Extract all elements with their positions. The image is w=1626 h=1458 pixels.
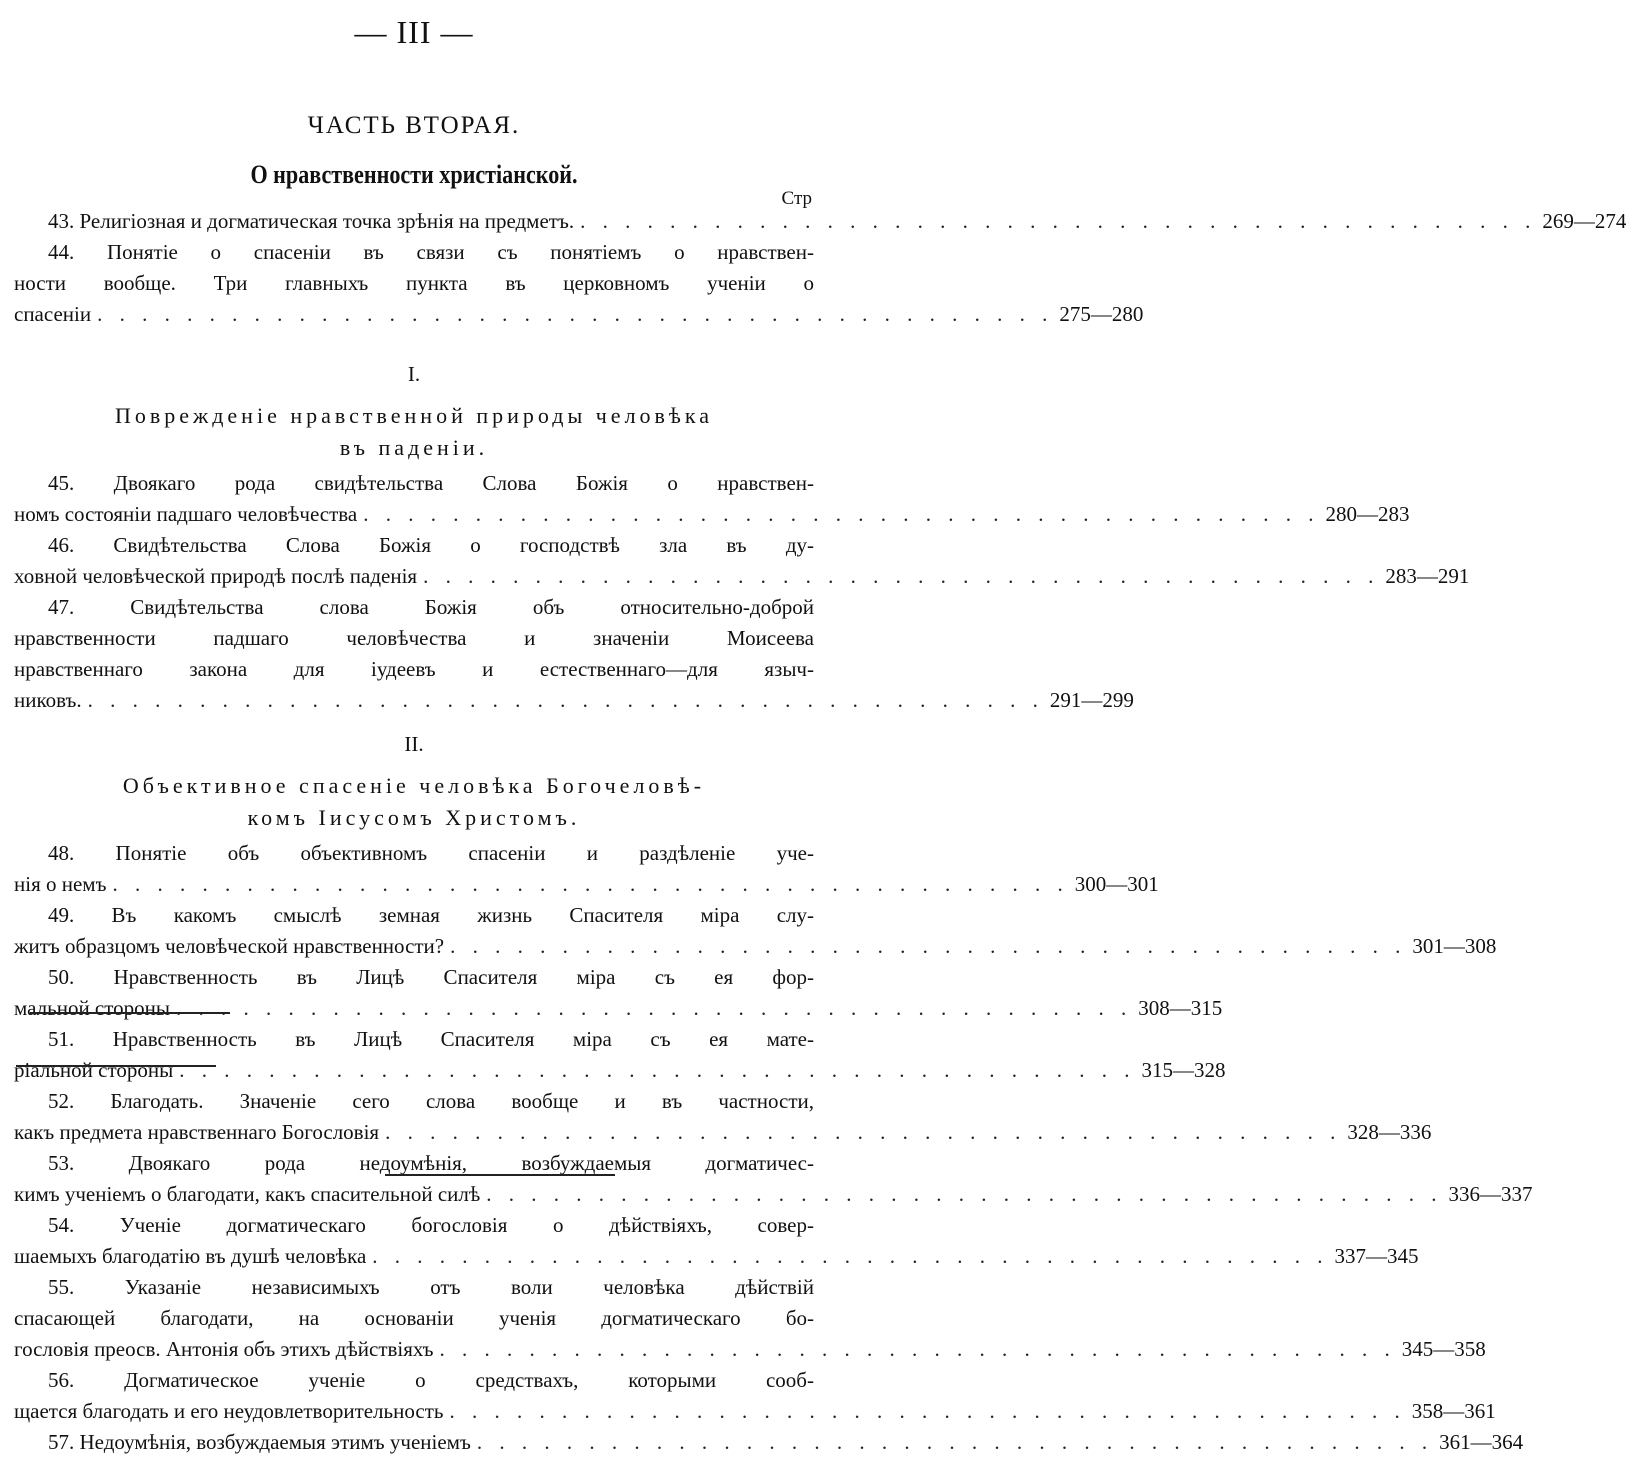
pages-column-label: Стр (781, 188, 812, 209)
toc-entry-pages: 337—345 (1334, 1244, 1419, 1268)
toc-entry-line (14, 468, 814, 499)
toc-entry-line (14, 1210, 814, 1241)
toc-entry (14, 206, 1626, 237)
toc-entry-text: нравственности падшаго человѣчества и значеніи Моисеева (14, 626, 814, 650)
toc-entry-line (14, 623, 814, 654)
toc-entry-pages: 345—358 (1401, 1337, 1486, 1361)
toc-entry-text: житъ образцомъ человѣческой нравственности? (14, 934, 445, 958)
toc-entry-pages: 308—315 (1138, 996, 1223, 1020)
leader-dots: . . . . . . . . . . . . . . . . . . . . . . . . . . . . . . . . . . . . . . . . . . . (449, 1399, 1406, 1423)
toc-entry-line (14, 1055, 1226, 1086)
leader-dots: . . . . . . . . . . . . . . . . . . . . . . . . . . . . . . . . . . . . . . . . . . . (385, 1120, 1342, 1144)
toc-entry (14, 1272, 1486, 1365)
leader-dots: . . . . . . . . . . . . . . . . . . . . . . . . . . . . . . . . . . . . . . . . . . . (580, 209, 1537, 233)
toc-entry-text: 46. Свидѣтельства Слова Божія о господствѣ зла въ ду- (48, 533, 814, 557)
toc-entry-text: 53. Двоякаго рода недоумѣнія, возбуждаемыя догматичес- (48, 1151, 814, 1175)
toc-entry (14, 237, 1144, 330)
toc-entry-line (14, 530, 814, 561)
section-2-title (0, 770, 828, 834)
toc-entry (14, 1210, 1419, 1272)
toc-entry-pages: 315—328 (1141, 1058, 1226, 1082)
toc-entry-line (14, 1241, 1419, 1272)
toc-entry-text: 54. Ученіе догматическаго богословія о дѣйствіяхъ, совер- (48, 1213, 814, 1237)
toc-entry-pages: 269—274 (1542, 209, 1626, 233)
toc-entry-line (14, 962, 814, 993)
leader-dots: . . . . . . . . . . . . . . . . . . . . . . . . . . . . . . . . . . . . . . . . . . . (450, 934, 1407, 958)
toc-entry-text: 50. Нравственность въ Лицѣ Спасителя міра съ ея фор- (48, 965, 814, 989)
toc-entry-text: 47. Свидѣтельства слова Божія объ относительно-доброй (48, 595, 814, 619)
toc-entry-line (14, 1427, 1524, 1458)
leader-dots: . . . . . . . . . . . . . . . . . . . . . . . . . . . . . . . . . . . . . . . . . . . (176, 996, 1133, 1020)
toc-entry (14, 592, 1134, 716)
toc-entry-line (14, 654, 814, 685)
toc-entry-text: 48. Понятіе объ объективномъ спасеніи и раздѣленіе уче- (48, 841, 814, 865)
leader-dots: . . . . . . . . . . . . . . . . . . . . . . . . . . . . . . . . . . . . . . . . . . . (97, 302, 1054, 326)
page-header: — III — (354, 14, 474, 50)
leader-dots: . . . . . . . . . . . . . . . . . . . . . . . . . . . . . . . . . . . . . . . . . . . (439, 1337, 1396, 1361)
toc-entry-text: 55. Указаніе независимыхъ отъ воли человѣка дѣйствій (48, 1275, 814, 1299)
toc-entry-pages: 300—301 (1074, 872, 1159, 896)
toc-entry-line (14, 1303, 814, 1334)
toc-entry-line (14, 1272, 814, 1303)
toc-entry (14, 962, 1223, 1024)
toc-entry-pages: 280—283 (1325, 502, 1410, 526)
toc-entry-text: 45. Двоякаго рода свидѣтельства Слова Божія о нравствен- (48, 471, 814, 495)
toc-entry-line (14, 1086, 814, 1117)
toc-entry-line (14, 1334, 1486, 1365)
toc-entry-line (14, 838, 814, 869)
toc-entry (14, 838, 1159, 900)
toc-entry-line (14, 931, 1497, 962)
toc-entry-line (14, 1117, 1432, 1148)
pen-underline (30, 1012, 230, 1014)
toc-entry-line (14, 499, 1410, 530)
section-1-number: I. (407, 362, 421, 386)
toc-entry-text: спасающей благодати, на основаніи ученія догматическаго бо- (14, 1306, 814, 1330)
leader-dots: . . . . . . . . . . . . . . . . . . . . . . . . . . . . . . . . . . . . . . . . . . . (423, 564, 1380, 588)
toc-entry-line (14, 299, 1144, 330)
toc-entry-line (14, 1396, 1496, 1427)
toc-entry-text: ности вообще. Три главныхъ пункта въ церковномъ ученіи о (14, 271, 814, 295)
toc-entry-line (14, 993, 1223, 1024)
toc-entry (14, 1024, 1226, 1086)
toc-entry-line (14, 206, 1626, 237)
toc-entry-text: 43. Религіозная и догматическая точка зрѣнія на предметъ. (48, 209, 575, 233)
toc-entry (14, 1148, 1533, 1210)
toc-entry-text: кимъ ученіемъ о благодати, какъ спасительной силѣ (14, 1182, 481, 1206)
toc-entry-line (14, 1024, 814, 1055)
toc-entry (14, 1086, 1432, 1148)
section-1-title-line: въ паденіи. (339, 435, 489, 460)
toc-entry-text: 56. Догматическое ученіе о средствахъ, которыми сооб- (48, 1368, 814, 1392)
toc-entry (14, 900, 1497, 962)
toc-entry-text: щается благодать и его неудовлетворительность (14, 1399, 444, 1423)
toc-entry-text: 52. Благодать. Значеніе сего слова вообще и въ частности, (48, 1089, 814, 1113)
leader-dots: . . . . . . . . . . . . . . . . . . . . . . . . . . . . . . . . . . . . . . . . . . . (476, 1430, 1434, 1454)
pen-underline (385, 1174, 615, 1176)
subtitle: О нравственности христіанской. (250, 160, 578, 189)
toc-entry-line (14, 869, 1159, 900)
toc-entry-pages: 328—336 (1347, 1120, 1432, 1144)
toc-entry-line (14, 685, 1134, 716)
toc-entry-text: какъ предмета нравственнаго Богословія (14, 1120, 380, 1144)
pen-underline (16, 1065, 216, 1067)
toc-entry-text: нравственнаго закона для іудеевъ и естественнаго—для языч- (14, 657, 814, 681)
toc-entry-text: 49. Въ какомъ смыслѣ земная жизнь Спасителя міра слу- (48, 903, 814, 927)
leader-dots: . . . . . . . . . . . . . . . . . . . . . . . . . . . . . . . . . . . . . . . . . . . (179, 1058, 1136, 1082)
toc-entry-text: шаемыхъ благодатію въ душѣ человѣка (14, 1244, 367, 1268)
toc-entry-text: ховной человѣческой природѣ послѣ паденія (14, 564, 418, 588)
toc-entry-text: спасеніи (14, 302, 92, 326)
toc-entry-line (14, 268, 814, 299)
toc-entry-pages: 301—308 (1412, 934, 1497, 958)
toc-entry-pages: 336—337 (1448, 1182, 1533, 1206)
toc-entry-text: мальной стороны (14, 996, 171, 1020)
toc-entry (14, 1365, 1496, 1427)
leader-dots: . . . . . . . . . . . . . . . . . . . . . . . . . . . . . . . . . . . . . . . . . . . (112, 872, 1069, 896)
leader-dots: . . . . . . . . . . . . . . . . . . . . . . . . . . . . . . . . . . . . . . . . . . . (363, 502, 1320, 526)
toc-entry-pages: 283—291 (1385, 564, 1470, 588)
toc-entry-pages: 275—280 (1059, 302, 1144, 326)
section-1-title (0, 400, 828, 464)
toc-entry (14, 530, 1470, 592)
part-title: ЧАСТЬ ВТОРАЯ. (307, 112, 521, 139)
toc-entry-text: нія о немъ (14, 872, 107, 896)
toc-entry-line (14, 592, 814, 623)
toc-entry-line (14, 1365, 814, 1396)
section-2-title-line: Объективное спасеніе человѣка Богочеловѣ- (122, 773, 706, 798)
toc-entry-line (14, 561, 1470, 592)
toc-entry (14, 468, 1410, 530)
toc-entry-text: 57. Недоумѣнія, возбуждаемыя этимъ ученіемъ (48, 1430, 471, 1454)
toc-entry-pages: 291—299 (1049, 688, 1134, 712)
section-2-title-line: комъ Іисусомъ Христомъ. (247, 805, 581, 830)
toc-entry-text: номъ состояніи падшаго человѣчества (14, 502, 358, 526)
section-2-number: II. (404, 732, 424, 756)
toc-entry-text: никовъ. (14, 688, 82, 712)
toc-entry-pages: 358—361 (1411, 1399, 1496, 1423)
toc-entry-line (14, 237, 814, 268)
toc-entry-text: ріальной стороны (14, 1058, 174, 1082)
toc-entry-pages: 361—364 (1439, 1430, 1524, 1454)
toc-entry-text: 51. Нравственность въ Лицѣ Спасителя міра съ ея мате- (48, 1027, 814, 1051)
toc-entry-line (14, 1179, 1533, 1210)
leader-dots: . . . . . . . . . . . . . . . . . . . . . . . . . . . . . . . . . . . . . . . . . . . (486, 1182, 1443, 1206)
toc-entry-text: гословія преосв. Антонія объ этихъ дѣйствіяхъ (14, 1337, 434, 1361)
toc-entry (14, 1427, 1524, 1458)
toc-entry-text: 44. Понятіе о спасеніи въ связи съ понятіемъ о нравствен- (48, 240, 814, 264)
section-1-title-line: Поврежденіе нравственной природы человѣка (114, 403, 714, 428)
leader-dots: . . . . . . . . . . . . . . . . . . . . . . . . . . . . . . . . . . . . . . . . . . . (87, 688, 1044, 712)
leader-dots: . . . . . . . . . . . . . . . . . . . . . . . . . . . . . . . . . . . . . . . . . . . (372, 1244, 1329, 1268)
toc-entry-line (14, 900, 814, 931)
